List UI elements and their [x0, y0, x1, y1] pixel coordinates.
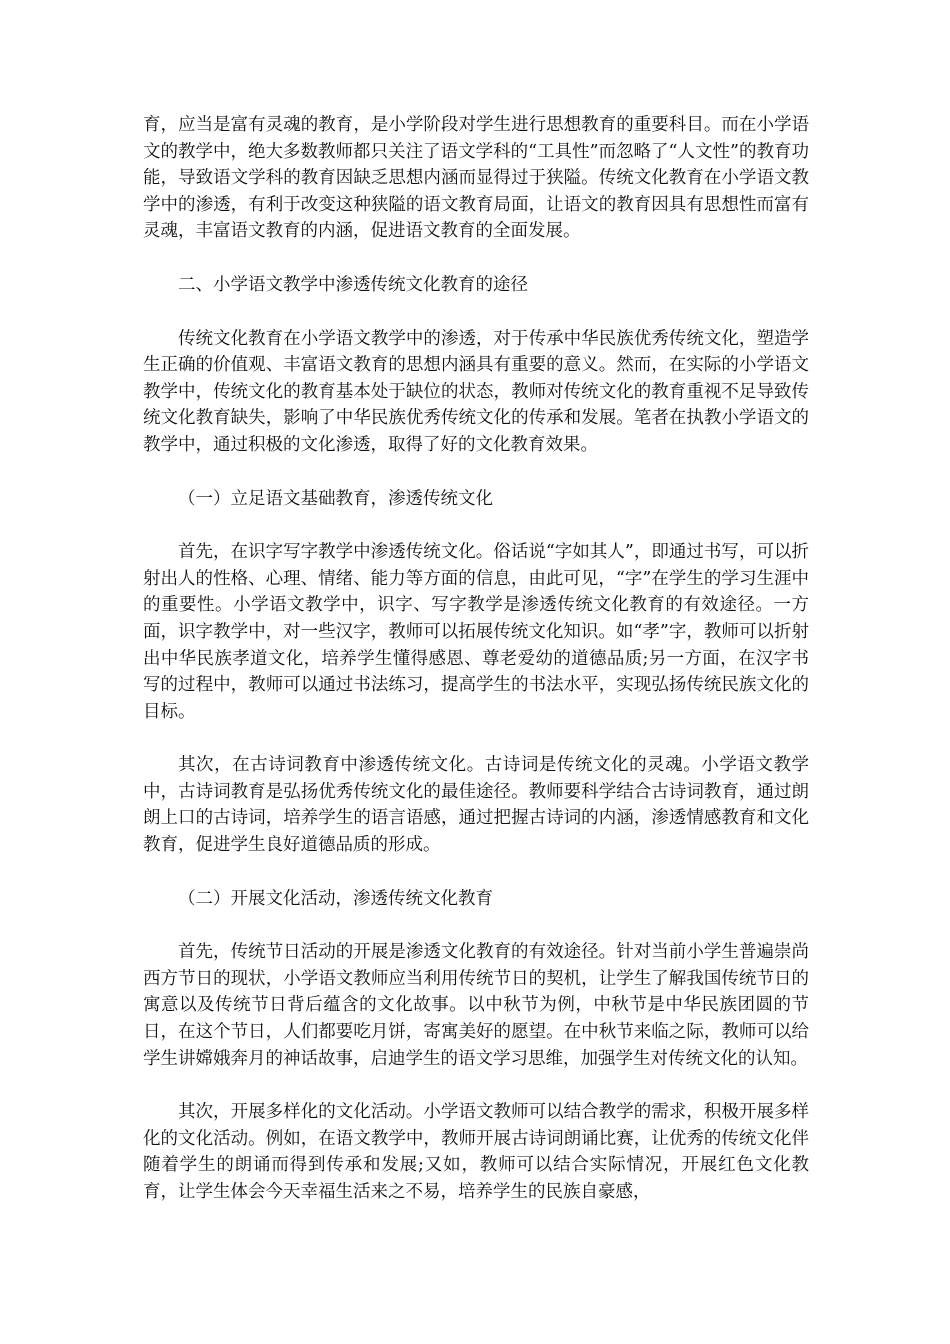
subsection-heading: （一）立足语文基础教育，渗透传统文化 — [178, 488, 493, 509]
paragraph-continuation: 育，应当是富有灵魂的教育，是小学阶段对学生进行思想教育的重要科目。而在小学语文的教学中，绝大多数教师都只关注了语文学科的“工具性”而忽略了“人文性”的教育功能，导致语文学科的教育因缺乏思想内涵而显得过于狭隘。传统文化教育在小学语文教学中的渗透，有利于改变这种狭隘的语文教育局面，让语文的教育因具有思想性而富有灵魂，丰富语文教育的内涵，促进语文教育的全面发展。 — [143, 115, 809, 242]
document-page — [143, 112, 809, 1233]
section-heading: 二、小学语文教学中渗透传统文化教育的途径 — [178, 274, 528, 295]
body-paragraph: 首先，传统节日活动的开展是渗透文化教育的有效途径。针对当前小学生普遍崇尚西方节日的现状，小学语文教师应当利用传统节日的契机，让学生了解我国传统节日的寓意以及传统节日背后蕴含的文化故事。以中秋节为例，中秋节是中华民族团圆的节日，在这个节日，人们都要吃月饼，寄寓美好的愿望。在中秋节来临之际，教师可以给学生讲嫦娥奔月的神话故事，启迪学生的语文学习思维，加强学生对传统文化的认知。 — [143, 942, 809, 1069]
subsection-heading: （二）开展文化活动，渗透传统文化教育 — [178, 888, 493, 909]
body-paragraph: 首先，在识字写字教学中渗透传统文化。俗话说“字如其人”，即通过书写，可以折射出人的性格、心理、情绪、能力等方面的信息，由此可见，“字”在学生的学习生涯中的重要性。小学语文教学中，识字、写字教学是渗透传统文化教育的有效途径。一方面，识字教学中，对一些汉字，教师可以拓展传统文化知识。如“孝”字，教师可以折射出中华民族孝道文化，培养学生懂得感恩、尊老爱幼的道德品质;另一方面，在汉字书写的过程中，教师可以通过书法练习，提高学生的书法水平，实现弘扬传统民族文化的目标。 — [143, 542, 809, 722]
body-paragraph: 其次，在古诗词教育中渗透传统文化。古诗词是传统文化的灵魂。小学语文教学中，古诗词教育是弘扬优秀传统文化的最佳途径。教师要科学结合古诗词教育，通过朗朗上口的古诗词，培养学生的语言语感，通过把握古诗词的内涵，渗透情感教育和文化教育，促进学生良好道德品质的形成。 — [143, 755, 809, 856]
body-paragraph: 传统文化教育在小学语文教学中的渗透，对于传承中华民族优秀传统文化，塑造学生正确的价值观、丰富语文教育的思想内涵具有重要的意义。然而，在实际的小学语文教学中，传统文化的教育基本处于缺位的状态，教师对传统文化的教育重视不足导致传统文化教育缺失，影响了中华民族优秀传统文化的传承和发展。笔者在执教小学语文的教学中，通过积极的文化渗透，取得了好的文化教育效果。 — [143, 328, 809, 455]
body-paragraph: 其次，开展多样化的文化活动。小学语文教师可以结合教学的需求，积极开展多样化的文化活动。例如，在语文教学中，教师开展古诗词朗诵比赛，让优秀的传统文化伴随着学生的朗诵而得到传承和发展;又如，教师可以结合实际情况，开展红色文化教育，让学生体会今天幸福生活来之不易，培养学生的民族自豪感， — [143, 1102, 809, 1202]
